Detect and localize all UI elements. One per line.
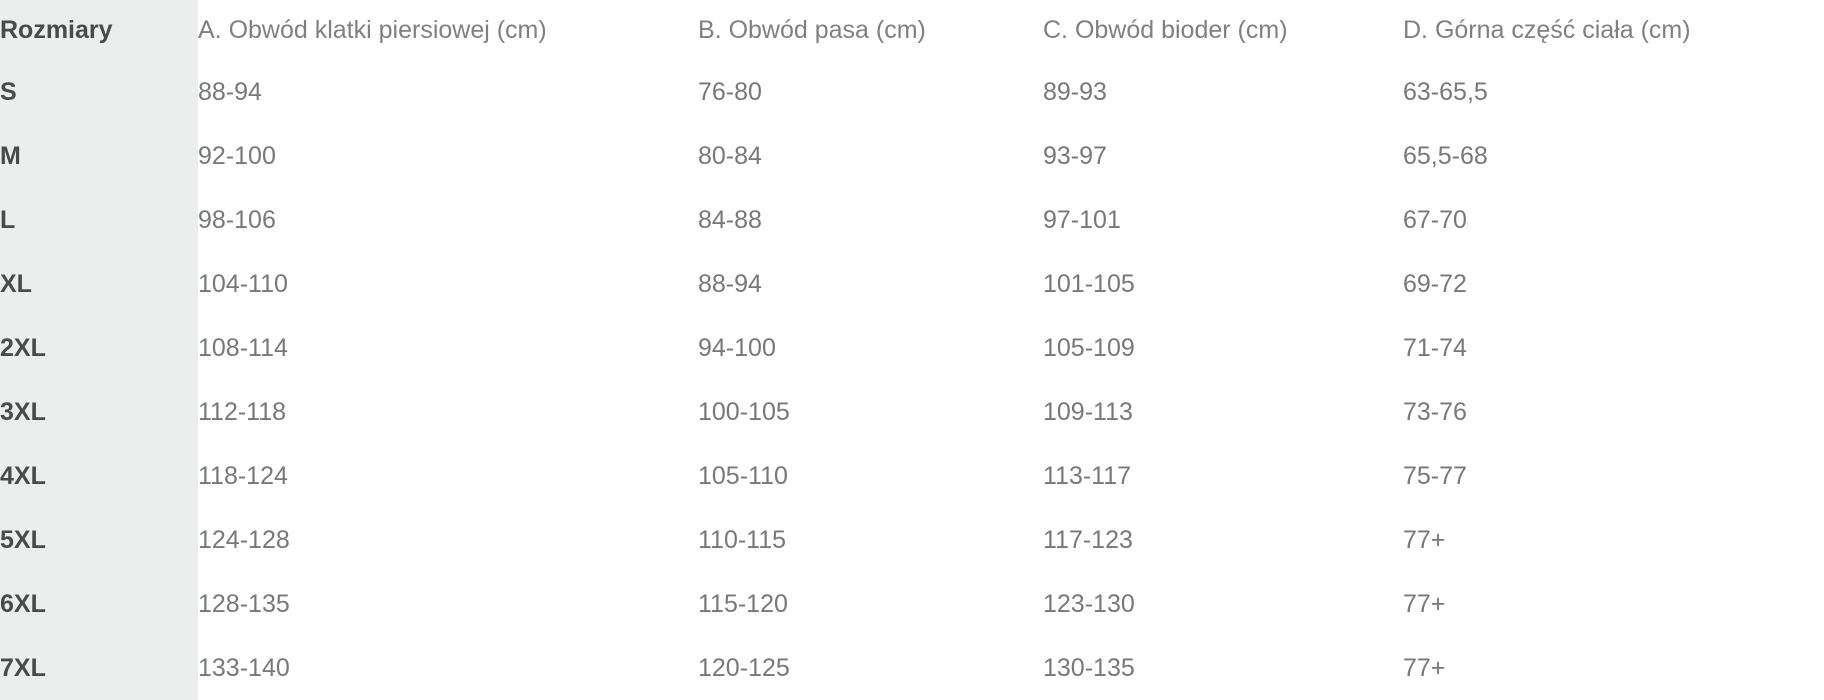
cell-upper-body: 69-72 [1403,252,1824,316]
cell-chest: 108-114 [198,316,698,380]
cell-hips: 109-113 [1043,380,1403,444]
column-header-waist: B. Obwód pasa (cm) [698,0,1043,60]
table-row [0,316,1824,380]
cell-waist: 88-94 [698,252,1043,316]
table-header-row [0,0,1824,60]
row-size-label: 4XL [0,444,198,508]
row-size-label: 2XL [0,316,198,380]
cell-upper-body: 67-70 [1403,188,1824,252]
row-size-label: M [0,124,198,188]
cell-waist: 110-115 [698,508,1043,572]
cell-upper-body: 73-76 [1403,380,1824,444]
cell-chest: 118-124 [198,444,698,508]
table-row [0,636,1824,700]
table-row [0,60,1824,124]
table-row [0,508,1824,572]
row-size-label: XL [0,252,198,316]
cell-hips: 101-105 [1043,252,1403,316]
cell-upper-body: 63-65,5 [1403,60,1824,124]
cell-hips: 117-123 [1043,508,1403,572]
cell-chest: 128-135 [198,572,698,636]
cell-upper-body: 65,5-68 [1403,124,1824,188]
table-row [0,572,1824,636]
cell-chest: 112-118 [198,380,698,444]
cell-chest: 92-100 [198,124,698,188]
row-size-label: 5XL [0,508,198,572]
row-size-label: 7XL [0,636,198,700]
cell-chest: 124-128 [198,508,698,572]
table-row [0,188,1824,252]
table-row [0,124,1824,188]
column-header-upper-body: D. Górna część ciała (cm) [1403,0,1824,60]
cell-hips: 130-135 [1043,636,1403,700]
row-size-label: 6XL [0,572,198,636]
table-row [0,444,1824,508]
row-size-label: S [0,60,198,124]
cell-waist: 105-110 [698,444,1043,508]
cell-waist: 94-100 [698,316,1043,380]
cell-upper-body: 77+ [1403,508,1824,572]
cell-hips: 113-117 [1043,444,1403,508]
cell-hips: 97-101 [1043,188,1403,252]
cell-hips: 105-109 [1043,316,1403,380]
row-size-label: 3XL [0,380,198,444]
cell-upper-body: 71-74 [1403,316,1824,380]
cell-waist: 100-105 [698,380,1043,444]
cell-upper-body: 77+ [1403,572,1824,636]
cell-hips: 93-97 [1043,124,1403,188]
cell-waist: 84-88 [698,188,1043,252]
column-header-sizes: Rozmiary [0,0,198,60]
cell-upper-body: 75-77 [1403,444,1824,508]
cell-chest: 88-94 [198,60,698,124]
table-row [0,252,1824,316]
cell-waist: 115-120 [698,572,1043,636]
cell-upper-body: 77+ [1403,636,1824,700]
column-header-hips: C. Obwód bioder (cm) [1043,0,1403,60]
cell-hips: 123-130 [1043,572,1403,636]
cell-chest: 104-110 [198,252,698,316]
cell-chest: 98-106 [198,188,698,252]
table-row [0,380,1824,444]
cell-hips: 89-93 [1043,60,1403,124]
cell-waist: 80-84 [698,124,1043,188]
row-size-label: L [0,188,198,252]
cell-chest: 133-140 [198,636,698,700]
cell-waist: 120-125 [698,636,1043,700]
column-header-chest: A. Obwód klatki piersiowej (cm) [198,0,698,60]
cell-waist: 76-80 [698,60,1043,124]
